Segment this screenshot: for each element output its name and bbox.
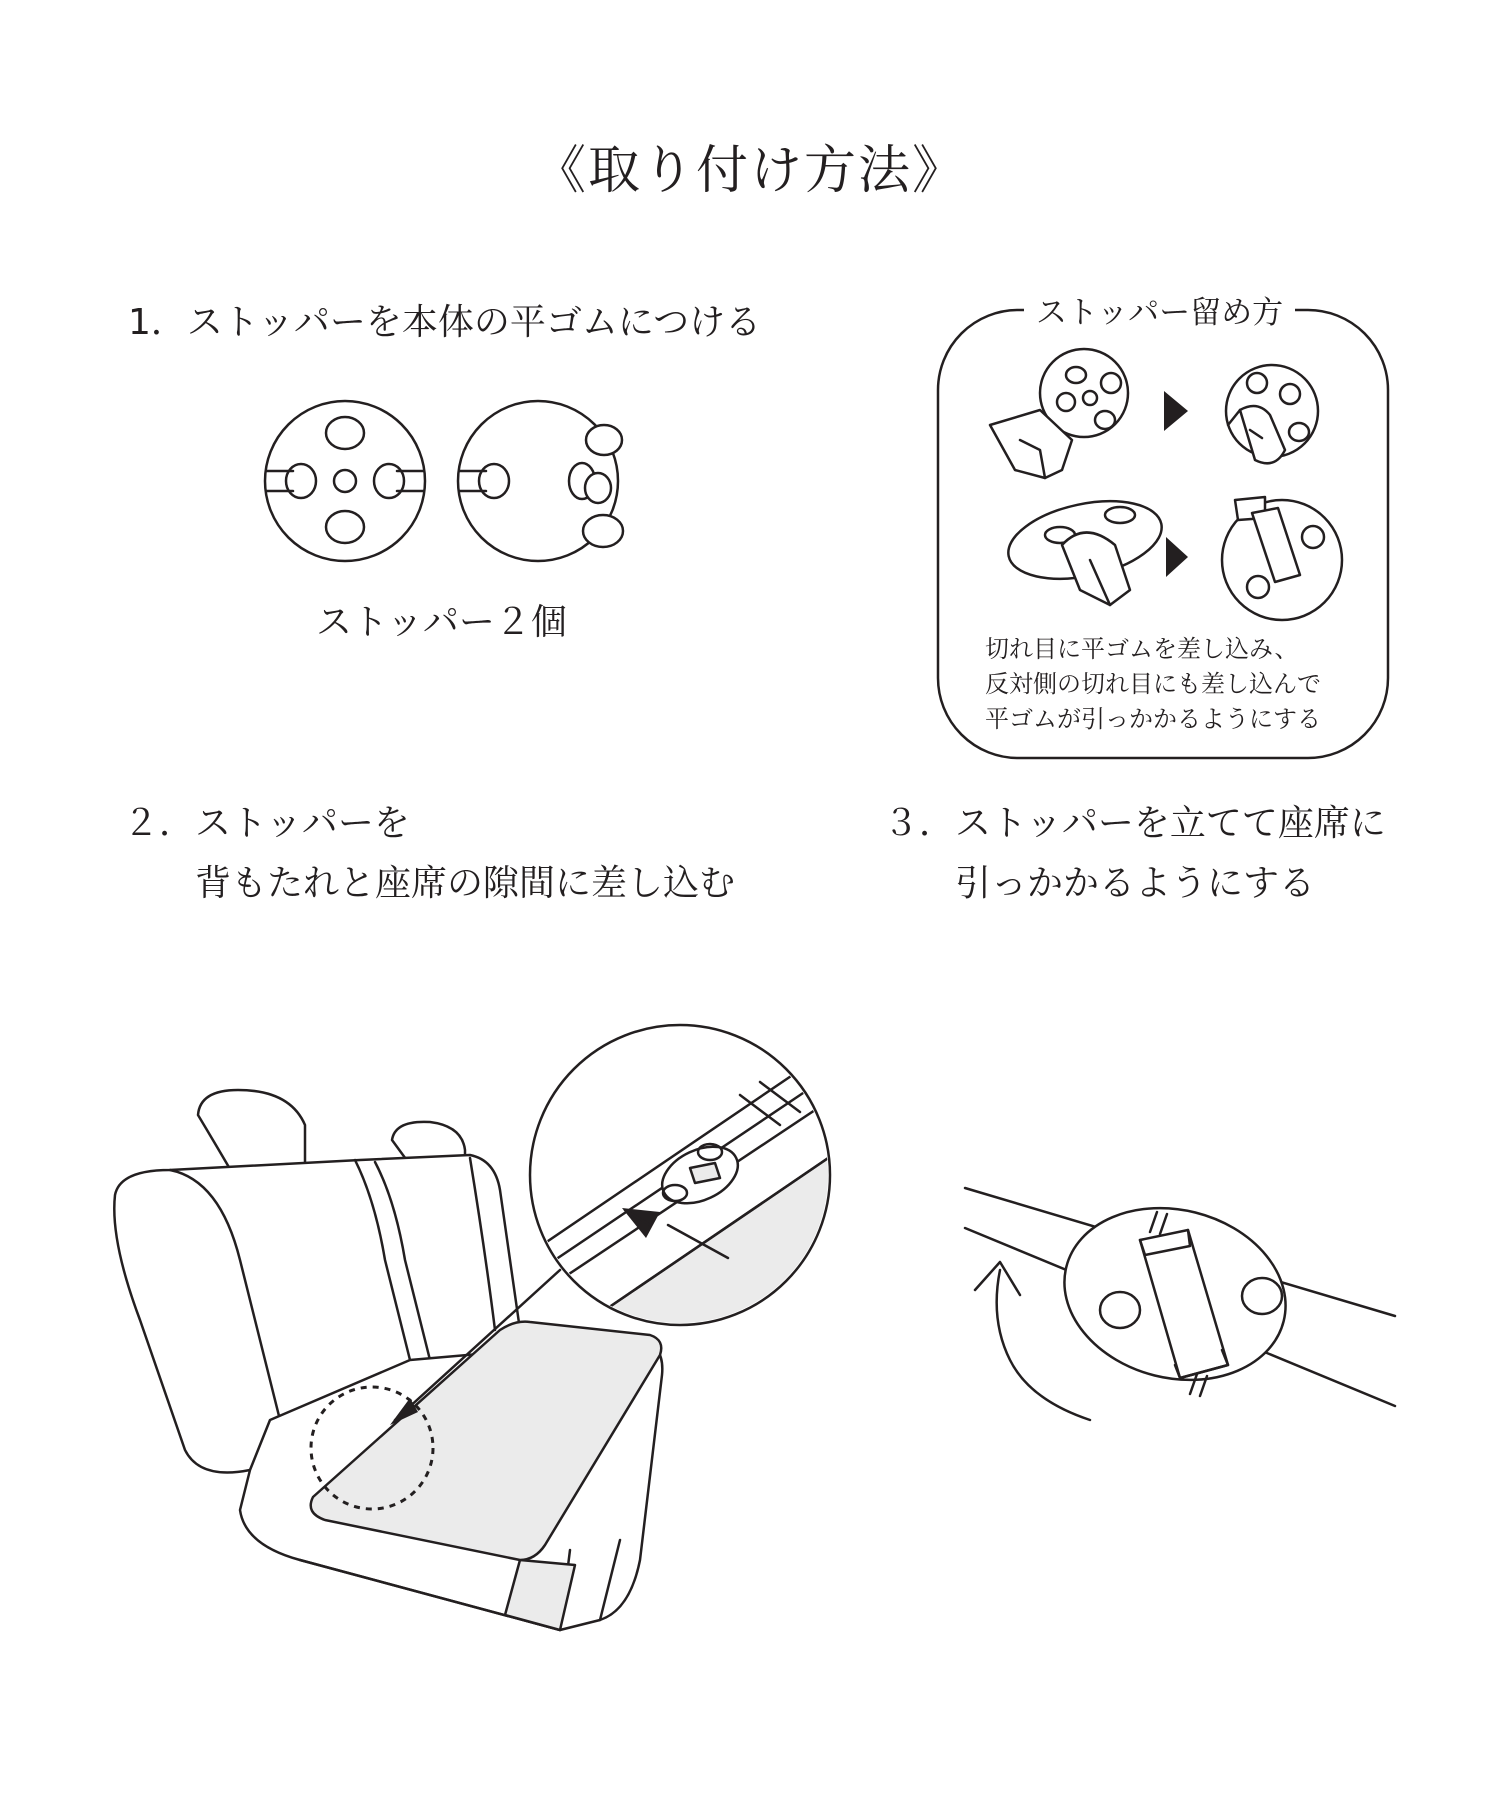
step-1-heading: 1．ストッパーを本体の平ゴムにつける xyxy=(128,302,762,343)
howto-line-2: 反対側の切れ目にも差し込んで xyxy=(985,670,1321,698)
step-2-line-2: 背もたれと座席の隙間に差し込む xyxy=(123,863,736,904)
howto-box-title: ストッパー留め方 xyxy=(1024,287,1295,332)
step-3-line-1: ３．ストッパーを立てて座席に xyxy=(883,803,1386,844)
howto-line-1: 切れ目に平ゴムを差し込み、 xyxy=(985,635,1299,663)
step-1-caption: ストッパー２個 xyxy=(316,602,567,643)
howto-line-3: 平ゴムが引っかかるようにする xyxy=(985,705,1321,733)
step-3-line-2: 引っかかるようにする xyxy=(883,863,1316,904)
page-title: 《取り付け方法》 xyxy=(533,141,966,201)
step-2-line-1: ２．ストッパーを xyxy=(123,803,410,844)
